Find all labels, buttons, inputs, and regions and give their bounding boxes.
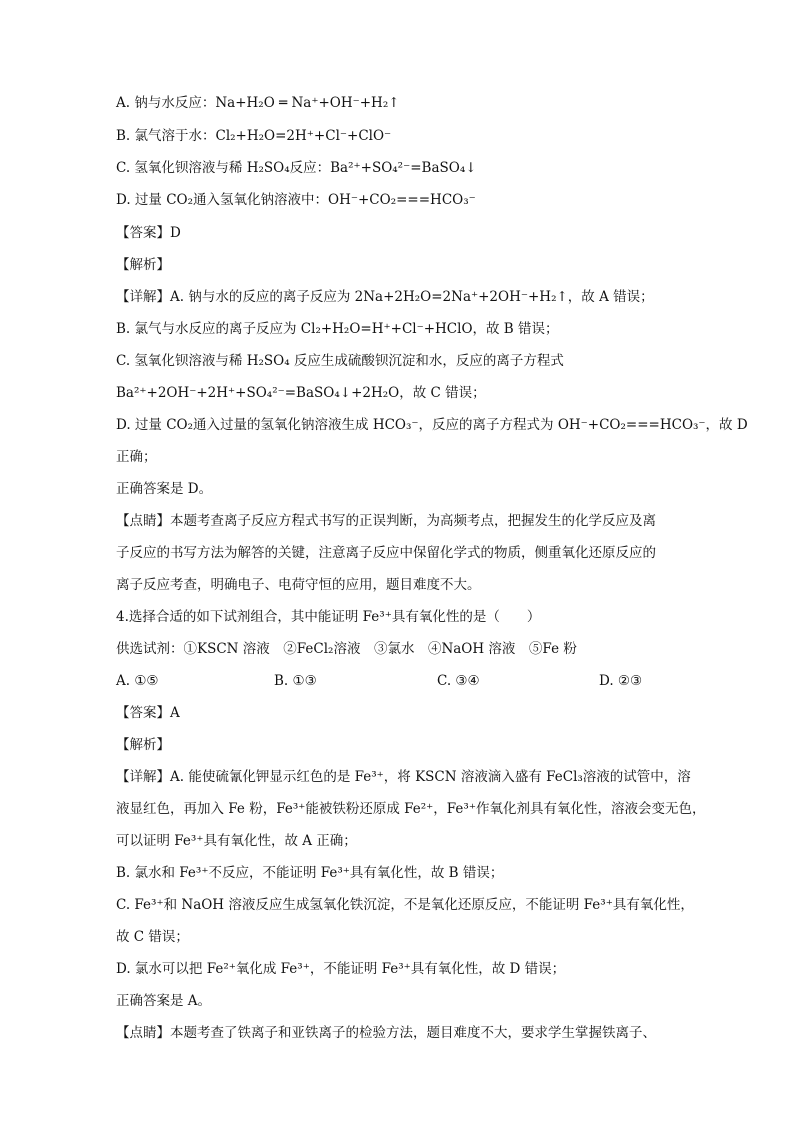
answer-option: A. ①⑤	[116, 673, 159, 689]
text-line: B. 氯水和 Fe³⁺不反应，不能证明 Fe³⁺具有氧化性，故 B 错误；	[116, 865, 504, 881]
text-line: D. 过量 CO₂通入氢氧化钠溶液中：OH⁻+CO₂===HCO₃⁻	[116, 192, 476, 208]
text-line: 正确答案是 D。	[116, 481, 213, 497]
text-line: 【解析】	[116, 257, 170, 273]
answer-option: B. ①③	[274, 673, 317, 689]
answer-option: D. ②③	[599, 673, 643, 689]
text-line: 正确；	[116, 449, 157, 465]
text-line: 【解析】	[116, 737, 170, 753]
text-line: D. 氯水可以把 Fe²⁺氧化成 Fe³⁺，不能证明 Fe³⁺具有氧化性，故 D 错误；	[116, 961, 566, 977]
text-line: 【详解】A. 能使硫氰化钾显示红色的是 Fe³⁺，将 KSCN 溶液滴入盛有 FeCl₃溶液的试管中，溶	[116, 769, 691, 785]
text-line: 故 C 错误；	[116, 929, 189, 945]
text-line: 【答案】A	[116, 705, 180, 721]
text-line: 可以证明 Fe³⁺具有氧化性，故 A 正确；	[116, 833, 357, 849]
text-line: Ba²⁺+2OH⁻+2H⁺+SO₄²⁻=BaSO₄↓+2H₂O，故 C 错误；	[116, 385, 486, 401]
text-line: 正确答案是 A。	[116, 993, 212, 1009]
text-line: 【答案】D	[116, 225, 181, 241]
text-line: 【详解】A. 钠与水的反应的离子反应为 2Na+2H₂O=2Na⁺+2OH⁻+H₂↑，故 A 错误；	[116, 289, 654, 305]
text-line: 【点睛】本题考查了铁离子和亚铁离子的检验方法，题目难度不大，要求学生掌握铁离子、	[116, 1025, 656, 1041]
text-line: B. 氯气溶于水：Cl₂+H₂O=2H⁺+Cl⁻+ClO⁻	[116, 128, 392, 144]
text-line: D. 过量 CO₂通入过量的氢氧化钠溶液生成 HCO₃⁻，反应的离子方程式为 OH⁻+CO₂===HCO₃⁻，故 D	[116, 417, 748, 433]
text-line: 供选试剂：①KSCN 溶液 ②FeCl₂溶液 ③氯水 ④NaOH 溶液 ⑤Fe 粉	[116, 641, 577, 657]
text-line: C. 氢氧化钡溶液与稀 H₂SO₄反应：Ba²⁺+SO₄²⁻=BaSO₄↓	[116, 160, 477, 176]
text-line: C. Fe³⁺和 NaOH 溶液反应生成氢氧化铁沉淀，不是氧化还原反应，不能证明 Fe³⁺具有氧化性，	[116, 897, 694, 913]
answer-option: C. ③④	[437, 673, 480, 689]
text-line: C. 氢氧化钡溶液与稀 H₂SO₄ 反应生成硫酸钡沉淀和水，反应的离子方程式	[116, 353, 564, 369]
text-line: B. 氯气与水反应的离子反应为 Cl₂+H₂O=H⁺+Cl⁻+HClO，故 B 错误；	[116, 321, 559, 337]
text-line: 子反应的书写方法为解答的关键，注意离子反应中保留化学式的物质，侧重氧化还原反应的	[116, 545, 656, 561]
text-line: 离子反应考查，明确电子、电荷守恒的应用，题目难度不大。	[116, 577, 481, 593]
text-line: A. 钠与水反应：Na+H₂O ═ Na⁺+OH⁻+H₂↑	[116, 95, 400, 111]
text-line: 4.选择合适的如下试剂组合，其中能证明 Fe³⁺具有氧化性的是（ ）	[116, 609, 541, 625]
text-line: 【点睛】本题考查离子反应方程式书写的正误判断，为高频考点，把握发生的化学反应及离	[116, 513, 656, 529]
text-line: 液显红色，再加入 Fe 粉，Fe³⁺能被铁粉还原成 Fe²⁺，Fe³⁺作氧化剂具有氧化性，溶液会变无色，	[116, 801, 706, 817]
